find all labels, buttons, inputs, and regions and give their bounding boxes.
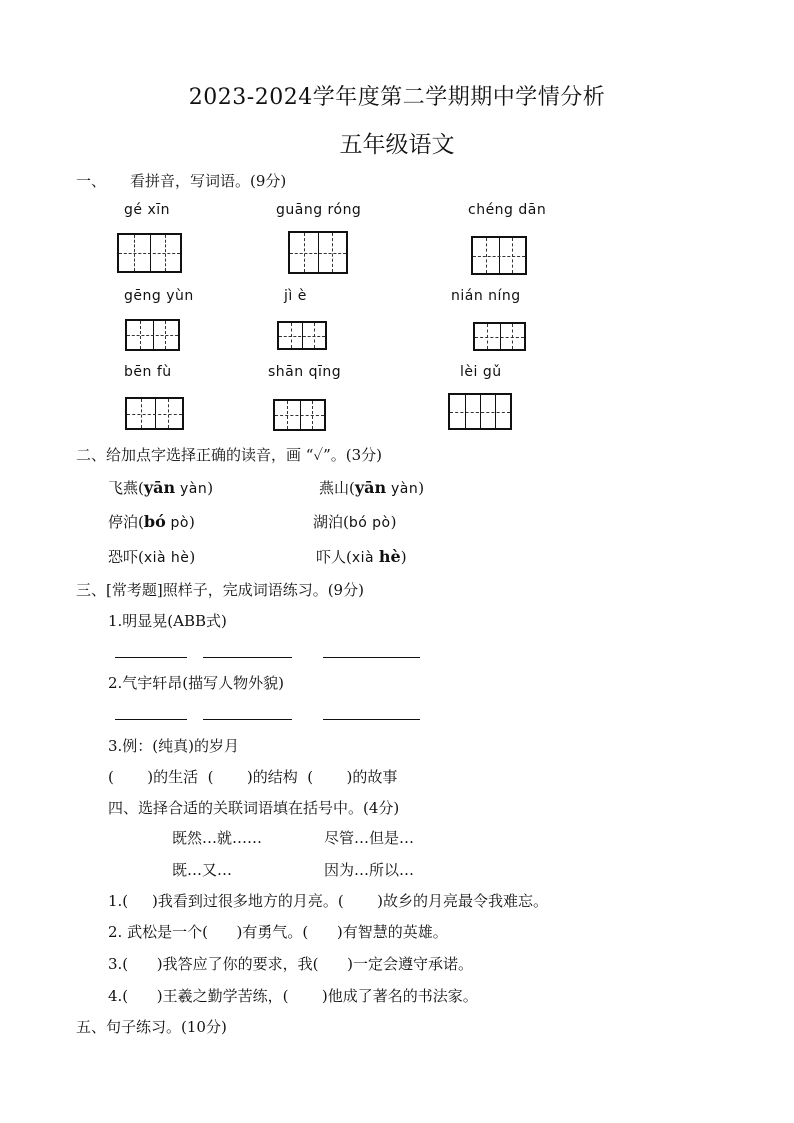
pinyin-1: gé xīn — [124, 202, 170, 218]
reading-item-6: 吓人(xià hè) — [316, 547, 407, 566]
reading-item-3: 停泊(bó pò) — [108, 512, 195, 531]
section1-title: 看拼音，写词语。(9分) — [130, 172, 287, 190]
writing-grid-8[interactable] — [273, 399, 326, 431]
reading-option-a[interactable]: yān — [143, 478, 176, 497]
reading-word: 吓人 — [316, 548, 347, 566]
section3-q2: 2.气宇轩昂(描写人物外貌) — [108, 674, 285, 692]
section4-q2: 2. 武松是一个( )有勇气。( )有智慧的英雄。 — [108, 923, 448, 941]
reading-option-b[interactable]: hè — [378, 547, 401, 566]
page-title: 2023-2024学年度第二学期期中学情分析 — [188, 85, 606, 110]
reading-option-b[interactable]: yàn — [179, 481, 208, 497]
answer-blank[interactable] — [323, 719, 420, 720]
section4-q3: 3.( )我答应了你的要求，我( )一定会遵守承诺。 — [108, 955, 473, 973]
answer-blank[interactable] — [115, 719, 187, 720]
writing-grid-6[interactable] — [473, 322, 526, 351]
answer-blank[interactable] — [203, 719, 292, 720]
reading-option-a[interactable]: bó — [348, 515, 368, 531]
reading-option-b[interactable]: hè — [170, 550, 190, 566]
conjunction-option-1: 既然…就…… — [172, 829, 263, 847]
reading-item-2: 燕山(yān yàn) — [319, 478, 425, 497]
writing-grid-5[interactable] — [277, 321, 327, 350]
answer-blank[interactable] — [203, 657, 292, 658]
reading-option-b[interactable]: pò — [170, 515, 189, 531]
page-subtitle: 五年级语文 — [339, 132, 455, 158]
reading-option-b[interactable]: yàn — [390, 481, 419, 497]
writing-grid-1[interactable] — [117, 233, 182, 273]
section4-q1: 1.( )我看到过很多地方的月亮。( )故乡的月亮最令我难忘。 — [108, 892, 548, 910]
reading-option-b[interactable]: pò — [372, 515, 391, 531]
reading-item-4: 湖泊(bó pò) — [313, 513, 397, 531]
section2-title: 二、给加点字选择正确的读音，画 “✓”。(3分) — [76, 446, 383, 464]
answer-blank[interactable] — [115, 657, 187, 658]
pinyin-9: lèi gǔ — [460, 364, 502, 380]
section5-title: 五、句子练习。(10分) — [76, 1018, 227, 1036]
section3-q3-blanks: ( )的生活 ( )的结构 ( )的故事 — [108, 768, 398, 786]
pinyin-7: bēn fù — [124, 364, 172, 380]
writing-grid-4[interactable] — [125, 319, 180, 351]
reading-option-a[interactable]: xià — [143, 550, 167, 566]
conjunction-option-4: 因为…所以… — [324, 861, 415, 879]
reading-word: 恐吓 — [108, 548, 139, 566]
pinyin-6: nián níng — [451, 288, 521, 304]
section4-title: 四、选择合适的关联词语填在括号中。(4分) — [108, 799, 400, 817]
writing-grid-3[interactable] — [471, 236, 527, 275]
section3-q1: 1.明显晃(ABB式) — [108, 612, 227, 630]
reading-option-a[interactable]: bó — [143, 512, 166, 531]
section1-number: 一、 — [76, 172, 107, 190]
conjunction-option-2: 尽管…但是… — [324, 829, 415, 847]
conjunction-option-3: 既…又… — [172, 861, 233, 879]
reading-option-a[interactable]: xià — [351, 550, 375, 566]
section3-title: 三、[常考题]照样子，完成词语练习。(9分) — [76, 581, 364, 599]
pinyin-4: gēng yùn — [124, 288, 194, 304]
pinyin-2: guāng róng — [276, 202, 362, 218]
answer-blank[interactable] — [323, 657, 420, 658]
reading-item-1: 飞燕(yān yàn) — [108, 478, 214, 497]
reading-option-a[interactable]: yān — [354, 478, 387, 497]
reading-word: 湖泊 — [313, 513, 344, 531]
pinyin-3: chéng dān — [468, 202, 547, 218]
reading-word: 飞燕 — [108, 479, 139, 497]
writing-grid-7[interactable] — [125, 397, 184, 430]
writing-grid-2[interactable] — [288, 231, 348, 274]
reading-item-5: 恐吓(xià hè) — [108, 548, 196, 566]
section4-q4: 4.( )王羲之勤学苦练，( )他成了著名的书法家。 — [108, 987, 478, 1005]
section3-q3: 3.例：(纯真)的岁月 — [108, 737, 240, 755]
writing-grid-9[interactable] — [448, 393, 512, 430]
reading-word: 停泊 — [108, 513, 139, 531]
pinyin-8: shān qīng — [268, 364, 342, 380]
pinyin-5: jì è — [284, 288, 307, 304]
reading-word: 燕山 — [319, 479, 350, 497]
